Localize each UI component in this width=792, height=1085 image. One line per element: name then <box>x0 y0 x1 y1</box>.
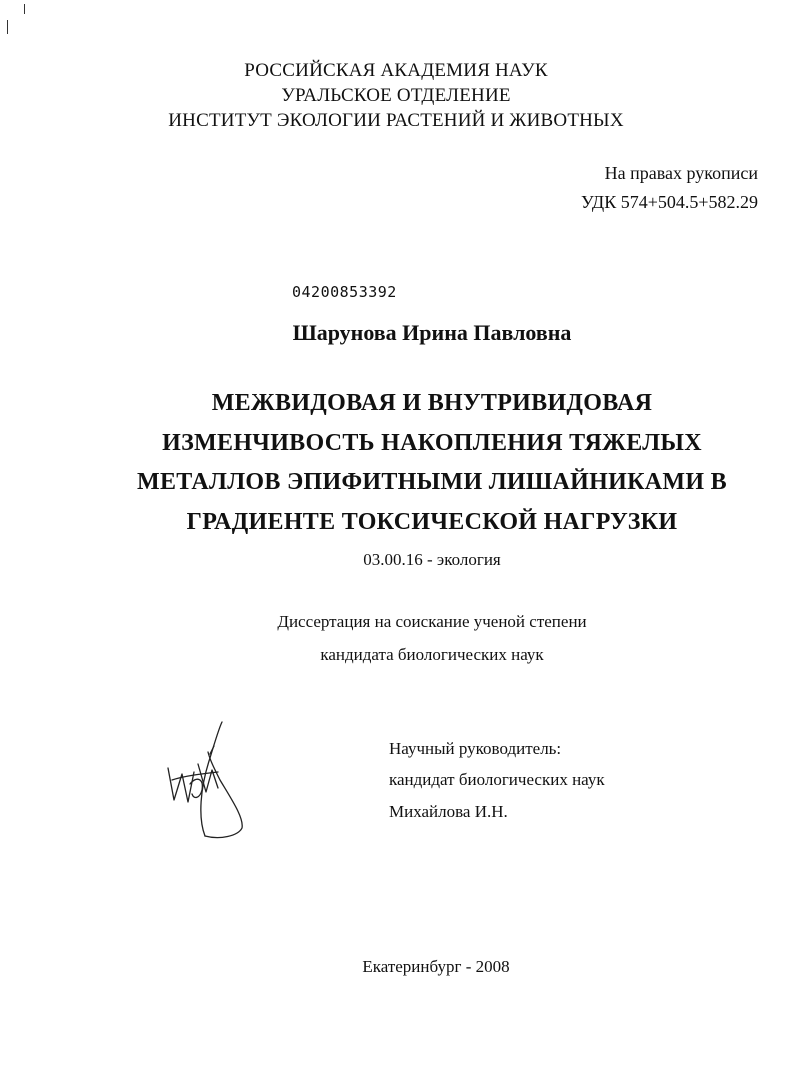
thesis-title-line-1: МЕЖВИДОВАЯ И ВНУТРИВИДОВАЯ <box>211 390 653 416</box>
supervisor-label: Научный руководитель: <box>389 739 562 758</box>
supervisor-degree: кандидат биологических наук <box>389 770 605 789</box>
dissertation-statement-line-1: Диссертация на соискание ученой степени <box>277 612 587 631</box>
dissertation-statement-line-2: кандидата биологических наук <box>320 645 544 664</box>
thesis-title-line-2: ИЗМЕНЧИВОСТЬ НАКОПЛЕНИЯ ТЯЖЕЛЫХ <box>162 430 702 456</box>
manuscript-rights-note: На правах рукописи <box>604 163 758 183</box>
institution-line-academy: РОССИЙСКАЯ АКАДЕМИЯ НАУК <box>244 60 548 81</box>
scan-artifact-mark <box>7 20 8 34</box>
author-name: Шарунова Ирина Павловна <box>292 320 572 345</box>
scan-artifact-mark <box>24 4 25 14</box>
udk-code: УДК 574+504.5+582.29 <box>580 192 758 212</box>
catalog-number: 04200853392 <box>292 283 397 301</box>
place-and-year: Екатеринбург - 2008 <box>362 957 510 976</box>
thesis-title-line-4: ГРАДИЕНТЕ ТОКСИЧЕСКОЙ НАГРУЗКИ <box>186 509 678 535</box>
specialty-code: 03.00.16 - экология <box>363 550 501 569</box>
institution-line-branch: УРАЛЬСКОЕ ОТДЕЛЕНИЕ <box>281 85 511 106</box>
thesis-title-line-3: МЕТАЛЛОВ ЭПИФИТНЫМИ ЛИШАЙНИКАМИ В <box>137 469 727 495</box>
supervisor-name: Михайлова И.Н. <box>389 802 508 821</box>
signature-drawing <box>160 718 270 848</box>
institution-line-institute: ИНСТИТУТ ЭКОЛОГИИ РАСТЕНИЙ И ЖИВОТНЫХ <box>168 110 624 131</box>
